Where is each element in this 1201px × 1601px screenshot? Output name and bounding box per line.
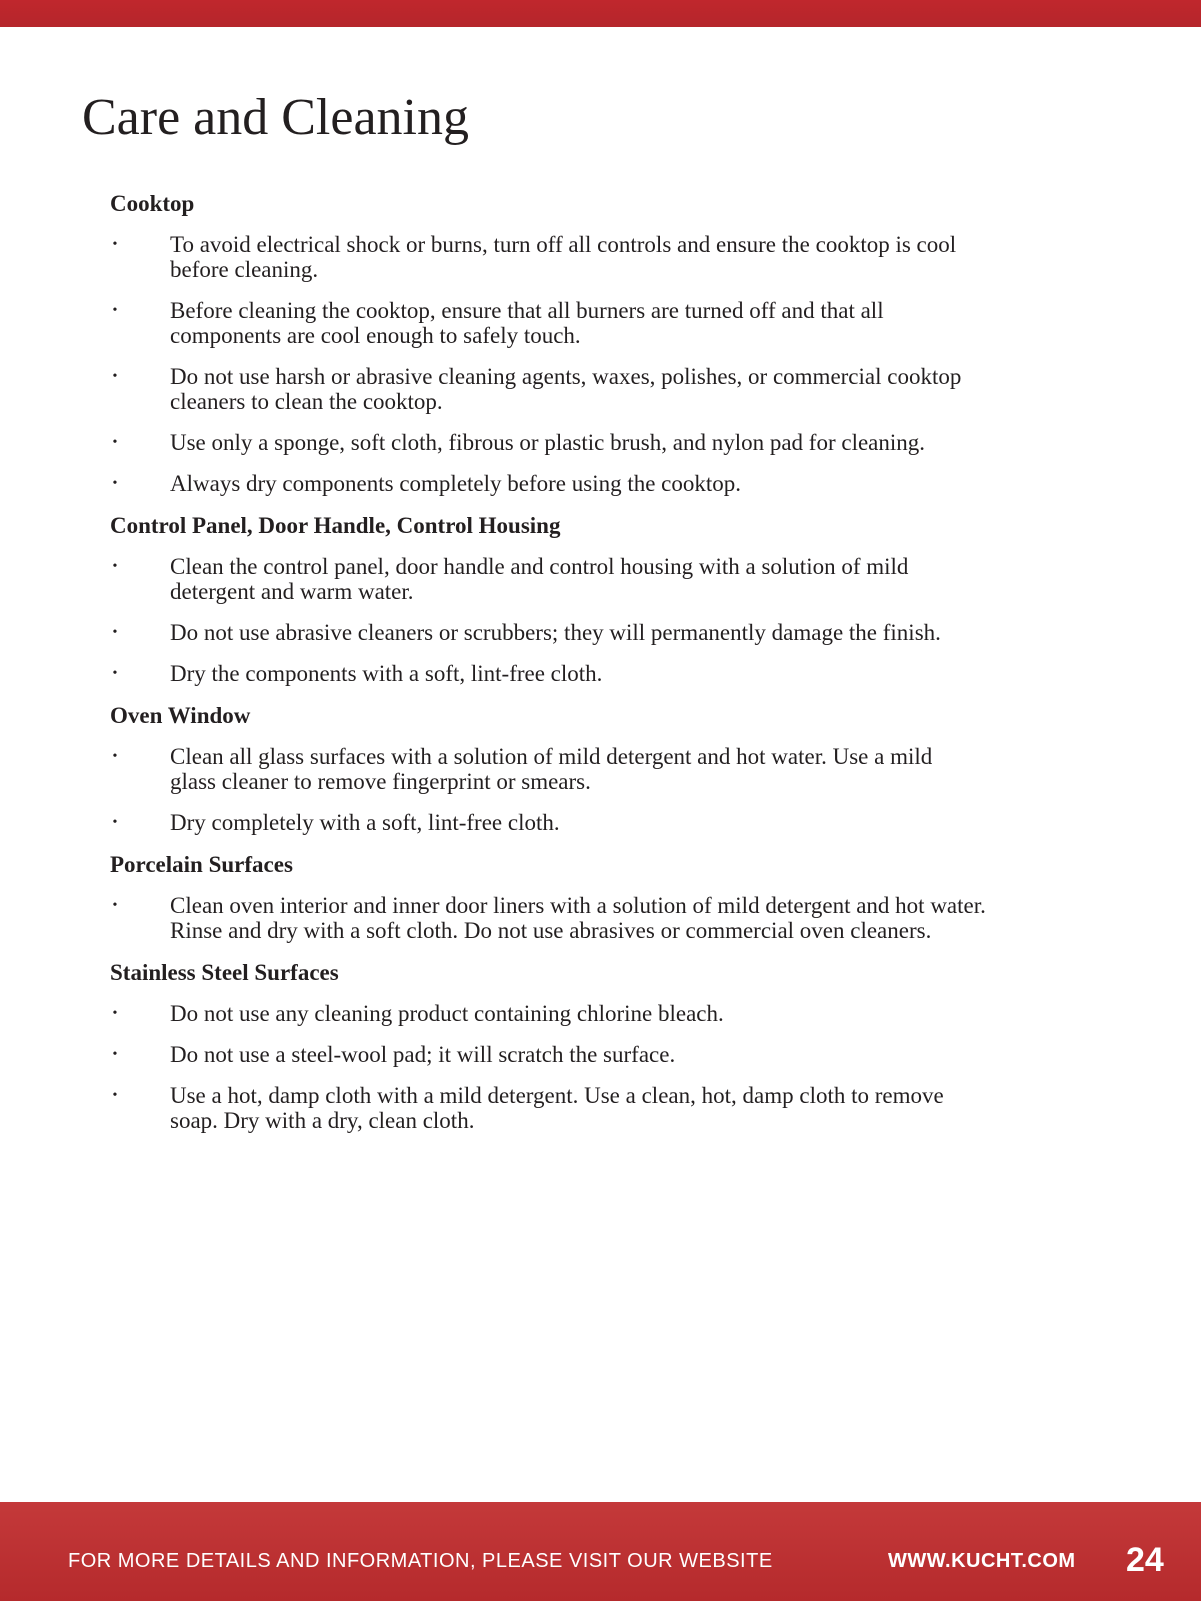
list-item-text: Clean the control panel, door handle and control housing with a solution of mild detergent and warm water. — [170, 554, 909, 604]
section-control-panel — [110, 512, 1130, 686]
bullet-icon: • — [112, 625, 118, 640]
footer-text: FOR MORE DETAILS AND INFORMATION, PLEASE VISIT OUR WEBSITE — [68, 1550, 773, 1572]
section-heading: Control Panel, Door Handle, Control Housing — [110, 513, 561, 538]
list-item — [110, 232, 1130, 282]
website-link[interactable]: WWW.KUCHT.COM — [888, 1550, 1076, 1572]
section-heading: Stainless Steel Surfaces — [110, 960, 339, 985]
bullet-icon: • — [112, 303, 118, 318]
list-item-text: Dry the components with a soft, lint-free cloth. — [170, 661, 603, 686]
section-oven-window — [110, 702, 1130, 835]
top-accent-bar — [0, 0, 1201, 27]
page-title: Care and Cleaning — [82, 89, 469, 146]
section-heading: Porcelain Surfaces — [110, 852, 293, 877]
bullet-icon: • — [112, 1006, 118, 1021]
list-item-text: Always dry components completely before using the cooktop. — [170, 471, 742, 496]
list-item-text: Do not use a steel-wool pad; it will scratch the surface. — [170, 1042, 676, 1067]
list-item-text: To avoid electrical shock or burns, turn off all controls and ensure the cooktop is cool before cleaning. — [170, 232, 957, 282]
list-item — [110, 810, 1130, 835]
bullet-list — [110, 232, 1130, 496]
list-item — [110, 1083, 1130, 1133]
list-item — [110, 1042, 1130, 1067]
list-item-text: Do not use harsh or abrasive cleaning agents, waxes, polishes, or commercial cooktop cleaners to clean the cooktop. — [170, 364, 962, 414]
list-item — [110, 620, 1130, 645]
list-item — [110, 364, 1130, 414]
list-item-text: Do not use any cleaning product containing chlorine bleach. — [170, 1001, 724, 1026]
bullet-icon: • — [112, 237, 118, 252]
bullet-list — [110, 1001, 1130, 1133]
list-item-text: Clean all glass surfaces with a solution of mild detergent and hot water. Use a mild glass cleaner to remove fingerprint or smears. — [170, 744, 933, 794]
bullet-icon: • — [112, 1088, 118, 1103]
bullet-icon: • — [112, 749, 118, 764]
section-heading: Oven Window — [110, 703, 251, 728]
list-item — [110, 430, 1130, 455]
section-stainless-steel-surfaces — [110, 959, 1130, 1133]
bullet-icon: • — [112, 435, 118, 450]
bullet-icon: • — [112, 1047, 118, 1062]
section-heading: Cooktop — [110, 191, 195, 216]
list-item — [110, 471, 1130, 496]
bullet-icon: • — [112, 369, 118, 384]
page-number: 24 — [1126, 1541, 1164, 1579]
bullet-list — [110, 744, 1130, 835]
list-item — [110, 661, 1130, 686]
bullet-icon: • — [112, 559, 118, 574]
bullet-icon: • — [112, 666, 118, 681]
list-item — [110, 554, 1130, 604]
list-item-text: Before cleaning the cooktop, ensure that all burners are turned off and that all components are cool enough to safely touch. — [170, 298, 884, 348]
bullet-icon: • — [112, 898, 118, 913]
bullet-icon: • — [112, 476, 118, 491]
list-item — [110, 1001, 1130, 1026]
section-cooktop — [110, 190, 1130, 496]
list-item — [110, 744, 1130, 794]
list-item-text: Dry completely with a soft, lint-free cloth. — [170, 810, 560, 835]
list-item-text: Use only a sponge, soft cloth, fibrous or plastic brush, and nylon pad for cleaning. — [170, 430, 926, 455]
document-body — [110, 190, 1130, 1149]
list-item-text: Clean oven interior and inner door liners with a solution of mild detergent and hot water. Rinse and dry with a soft cloth. Do not use abrasives or commercial oven cleaners. — [170, 893, 986, 943]
list-item-text: Do not use abrasive cleaners or scrubbers; they will permanently damage the finish. — [170, 620, 941, 645]
list-item — [110, 298, 1130, 348]
section-porcelain-surfaces — [110, 851, 1130, 943]
list-item — [110, 893, 1130, 943]
list-item-text: Use a hot, damp cloth with a mild detergent. Use a clean, hot, damp cloth to remove soap. Dry with a dry, clean cloth. — [170, 1083, 944, 1133]
bullet-icon: • — [112, 815, 118, 830]
bullet-list — [110, 893, 1130, 943]
bullet-list — [110, 554, 1130, 686]
